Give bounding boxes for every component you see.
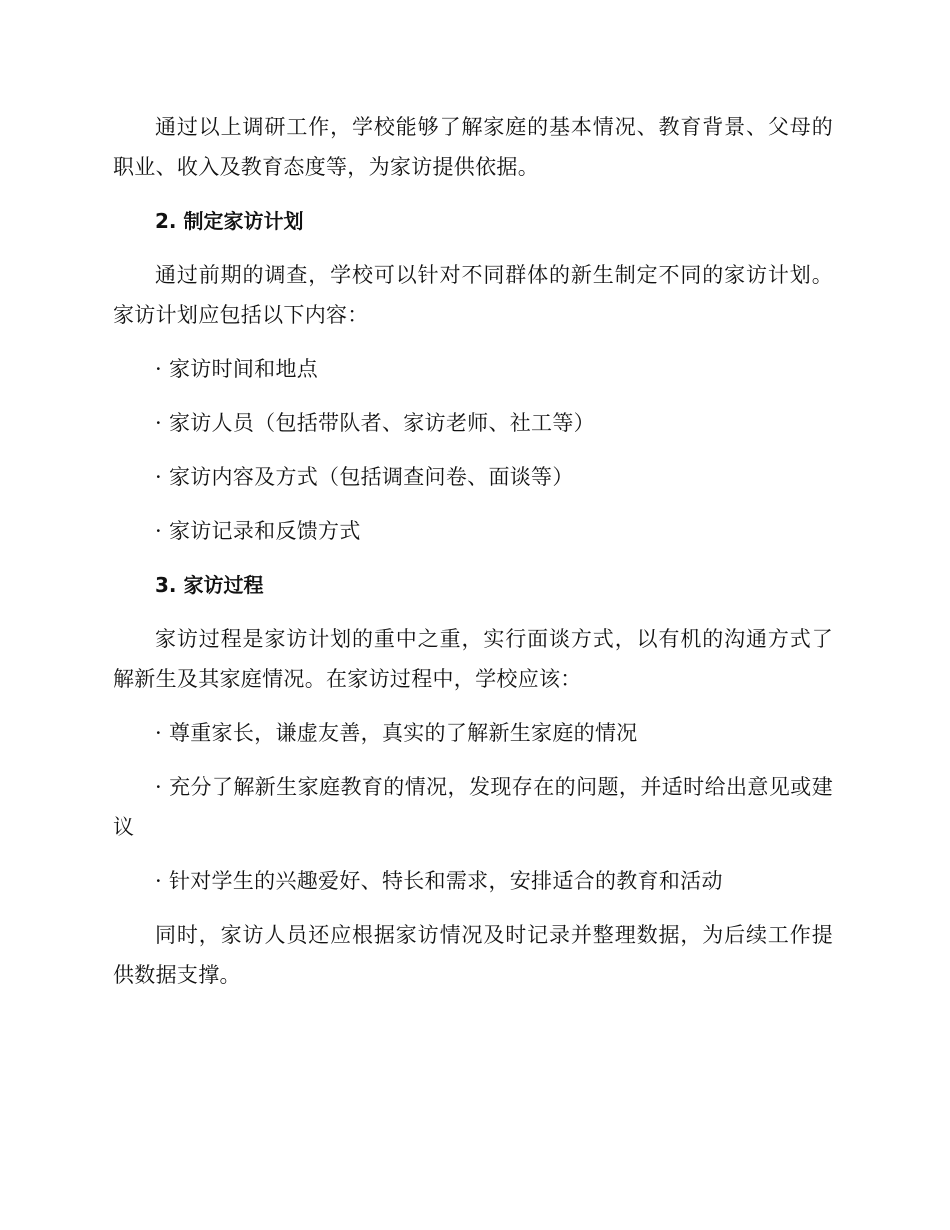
document-page (113, 107, 833, 995)
list-item-process-activities: · 针对学生的兴趣爱好、特长和需求，安排适合的教育和活动 (155, 869, 723, 893)
list-item-process-respect: · 尊重家长，谦虚友善，真实的了解新生家庭的情况 (155, 721, 638, 745)
paragraph-process-intro: 家访过程是家访计划的重中之重，实行面谈方式，以有机的沟通方式了解新生及其家庭情况。在家访过程中，学校应该： (113, 627, 833, 691)
list-item-process-understand: · 充分了解新生家庭教育的情况，发现存在的问题，并适时给出意见或建议 (113, 775, 833, 839)
list-item-plan-time: · 家访时间和地点 (155, 357, 319, 381)
paragraph-conclusion: 同时，家访人员还应根据家访情况及时记录并整理数据，为后续工作提供数据支撑。 (113, 923, 833, 987)
list-item-plan-record: · 家访记录和反馈方式 (155, 519, 361, 543)
section-heading-plan: 2. 制定家访计划 (155, 209, 304, 233)
list-item-plan-method: · 家访内容及方式（包括调查问卷、面谈等） (155, 465, 574, 489)
paragraph-plan-intro: 通过前期的调查，学校可以针对不同群体的新生制定不同的家访计划。家访计划应包括以下内容： (113, 263, 833, 327)
list-item-plan-staff: · 家访人员（包括带队者、家访老师、社工等） (155, 411, 595, 435)
paragraph-research-summary: 通过以上调研工作，学校能够了解家庭的基本情况、教育背景、父母的职业、收入及教育态度等，为家访提供依据。 (113, 115, 833, 179)
section-heading-process: 3. 家访过程 (155, 573, 264, 597)
